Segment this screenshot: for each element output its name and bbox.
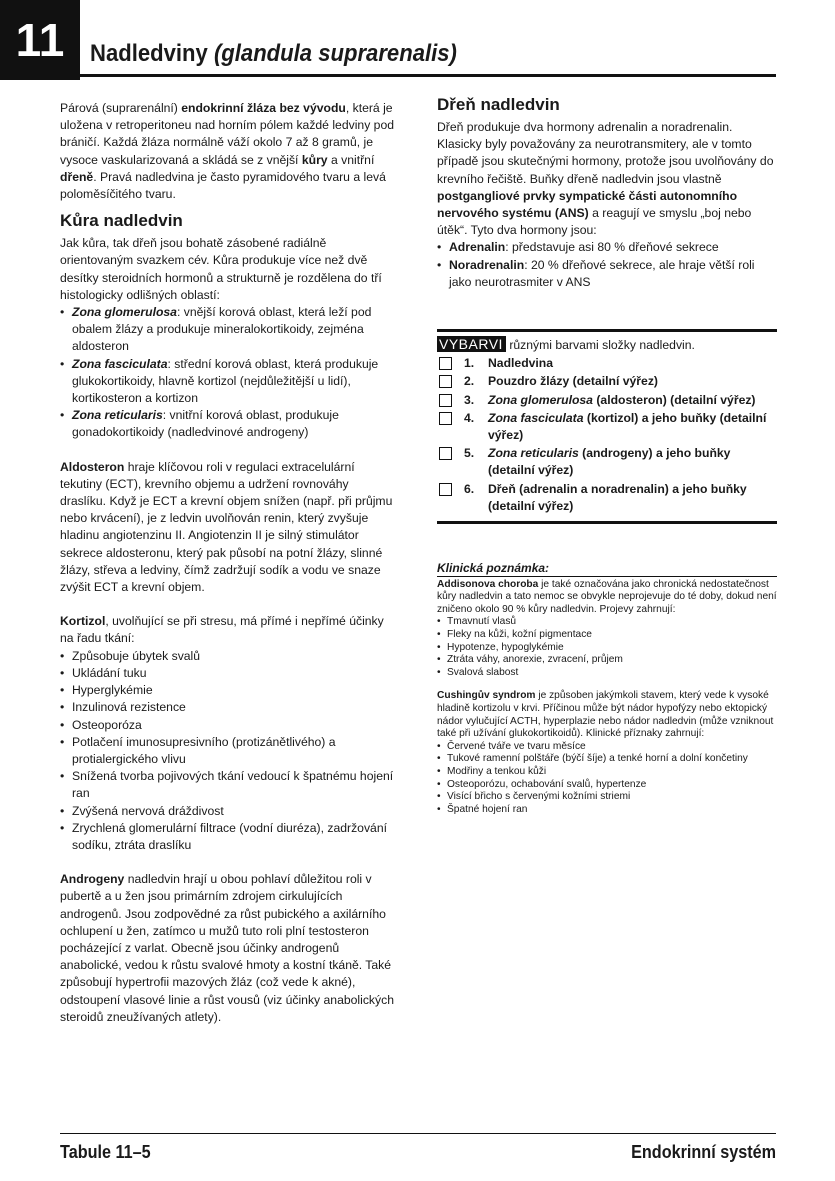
coloring-item-3: 3. Zona glomerulosa (aldosteron) (detailní výřez) [437,392,777,409]
medulla-heading: Dřeň nadledvin [437,95,560,114]
cortex-zones-list [60,304,398,442]
list-item: • Ukládání tuku [60,665,398,682]
footer-rule [60,1133,776,1134]
addison-symptoms-list [437,616,777,679]
list-item: • Fleky na kůži, kožní pigmentace [437,629,777,642]
coloring-item-6: 6. Dřeň (adrenalin a noradrenalin) a jeho buňky (detailní výřez) [437,481,777,515]
clinical-note-title: Klinická poznámka: [437,561,550,576]
coloring-item-2: 2. Pouzdro žlázy (detailní výřez) [437,373,777,390]
page-title: Nadledviny (glandula suprarenalis) [90,40,457,67]
list-item: • Hyperglykémie [60,682,398,699]
intro-paragraph: Párová (suprarenální) endokrinní žláza bez vývodu, která je uložena v retroperitoneu nad horním pólem každé ledviny pod bráničí. Každá žláza normálně váží okolo 7 až 8 gramů, je vysoce vaskularizovaná a skládá se z vnější kůry a vnitřní dřeně. Pravá nadledvina je často pyramidového tvaru a levá poloměsíčitého tvaru. [60,101,395,202]
list-item: • Zona reticularis: vnitřní korová oblast, produkuje gonadokortikoidy (nadledvinové androgeny) [60,407,398,441]
list-item: • Modřiny a tenkou kůži [437,766,777,779]
list-item: • Špatné hojení ran [437,804,777,817]
list-item: • Ztráta váhy, anorexie, zvracení, průjem [437,654,777,667]
list-item: • Potlačení imunosupresivního (protizánětlivého) a protialergického vlivu [60,734,398,768]
coloring-bottom-rule [437,521,777,524]
coloring-instruction: VYBARVI různými barvami složky nadledvin. [439,336,695,353]
cortex-intro: Jak kůra, tak dřeň jsou bohatě zásobené radiálně orientovaným svazkem cév. Kůra produkuje více než dvě desítky steroidních hormonů a strukturně je rozdělena do tří histologicky odlišných oblastí: [60,236,382,302]
coloring-item-4: 4. Zona fasciculata (kortizol) a jeho buňky (detailní výřez) [437,410,777,444]
list-item: • Zona glomerulosa: vnější korová oblast, která leží pod obalem žlázy a produkuje mineralokortikoidy, zejména aldosteron [60,304,398,356]
list-item: • Červené tváře ve tvaru měsíce [437,741,777,754]
checkbox[interactable] [439,483,452,496]
checkbox[interactable] [439,447,452,460]
cushing-paragraph: Cushingův syndrom je způsoben jakýmkoli stavem, který vede k vysoké hladině kortizolu v krvi. Příčinou může být nádor hypofýzy nebo ektopický nádor vylučující ACTH, hyperplazie nebo nádor nadledvin (může vzniknout také při užívání glukokortikoidů). Klinické příznaky zahrnují: [437,690,774,740]
kortizol-paragraph: Kortizol, uvolňující se při stresu, má přímé i nepřímé účinky na řadu tkání: [60,614,384,646]
left-column [60,100,398,1026]
coloring-item-1: 1. Nadledvina [437,355,777,372]
footer-section-name: Endokrinní systém [631,1142,776,1162]
list-item: • Hypotenze, hypoglykémie [437,642,777,655]
coloring-exercise [437,329,777,524]
clinical-note-rule [437,576,777,577]
cortex-heading: Kůra nadledvin [60,211,183,231]
coloring-item-5: 5. Zona reticularis (androgeny) a jeho buňky (detailní výřez) [437,445,777,479]
list-item: • Svalová slabost [437,667,777,680]
list-item: • Noradrenalin: 20 % dřeňové sekrece, ale hraje větší roli jako neurotrasmiter v ANS [437,257,777,291]
list-item: • Způsobuje úbytek svalů [60,648,398,665]
list-item: • Adrenalin: představuje asi 80 % dřeňové sekrece [437,239,777,256]
addison-paragraph: Addisonova choroba je také označována jako chronická nedostatečnost kůry nadledvin a tato nemoc se obvykle neprojevuje do té doby, dokud není zničeno okolo 90 % kůry nadledvin. Projevy zahrnují: [437,578,777,615]
chapter-number: 11 [0,0,80,80]
list-item: • Snížená tvorba pojivových tkání vedoucí k špatnému hojení ran [60,768,398,802]
androgeny-paragraph: Androgeny nadledvin hrají u obou pohlaví důležitou roli v pubertě a u žen jsou primárním zdrojem cirkulujících androgenů. Jsou zodpovědné za růst pubického a axilárního ochlupení u žen, zatímco u mužů tuto roli plní testosteron pocházející z varlat. Obecně jsou účinky androgenů anabolické, vedou k růstu svalové hmoty a kostní tkáně. Také způsobují hypertrofii mazových žláz (což vede k akné), odstoupení vlasové linie a růst vousů (viz účinky anabolických steroidů zneužívaných atlety). [60,872,394,1024]
header-rule [80,74,776,77]
list-item: • Zrychlená glomerulární filtrace (vodní diuréza), zadržování sodíku, ztráta draslíku [60,820,398,854]
checkbox[interactable] [439,375,452,388]
medulla-hormones-list [437,239,777,291]
footer-plate-number: Tabule 11–5 [60,1142,151,1162]
cushing-symptoms-list [437,741,777,817]
list-item: • Osteoporóza [60,717,398,734]
checkbox[interactable] [439,394,452,407]
list-item: • Tmavnutí vlasů [437,616,777,629]
aldosteron-paragraph: Aldosteron hraje klíčovou roli v regulaci extracelulární tekutiny (ECT), krevního objemu a udržení rovnováhy draslíku. Když je ECT a krevní objem snížen (např. při průjmu nebo krvácení), je z ledvin uvolňován renin, který zvyšuje hladinu angiotenzinu II. Angiotenzin II je silný stimulátor sekrece aldosteronu, který pak působí na potní žlázy, slinné žlázy, střeva a ledviny, čímž zadržují sodík a vodu ve snaze zvýšit ECT a krevní objem. [60,459,393,595]
coloring-top-rule [437,329,777,332]
right-column [437,95,777,816]
vybarvi-tag: VYBARVI [437,336,506,352]
checkbox[interactable] [439,357,452,370]
checkbox[interactable] [439,412,452,425]
list-item: • Visící břicho s červenými kožními striemi [437,791,777,804]
list-item: • Inzulinová rezistence [60,699,398,716]
list-item: • Zvýšená nervová dráždivost [60,803,398,820]
clinical-note [437,562,777,816]
list-item: • Tukové ramenní polštáře (býčí šíje) a tenké horní a dolní končetiny [437,753,777,766]
list-item: • Zona fasciculata: střední korová oblast, která produkuje glukokortikoidy, hlavně kortizol (nejdůležitější u lidí), kortikosteron a kortizon [60,356,398,408]
medulla-paragraph: Dřeň produkuje dva hormony adrenalin a noradrenalin. Klasicky byly považovány za neurotransmitery, ale v tomto případě jsou skutečnými hormony, protože jsou uvolňovány do krevního řečiště. Buňky dřeně nadledvin jsou vlastně postgangliové prvky sympatické části autonomního nervového systému (ANS) a reagují ve smyslu „boj nebo útěk“. Tyto dva hormony jsou: [437,120,774,238]
kortizol-effects-list [60,648,398,854]
list-item: • Osteoporózu, ochabování svalů, hypertenze [437,779,777,792]
